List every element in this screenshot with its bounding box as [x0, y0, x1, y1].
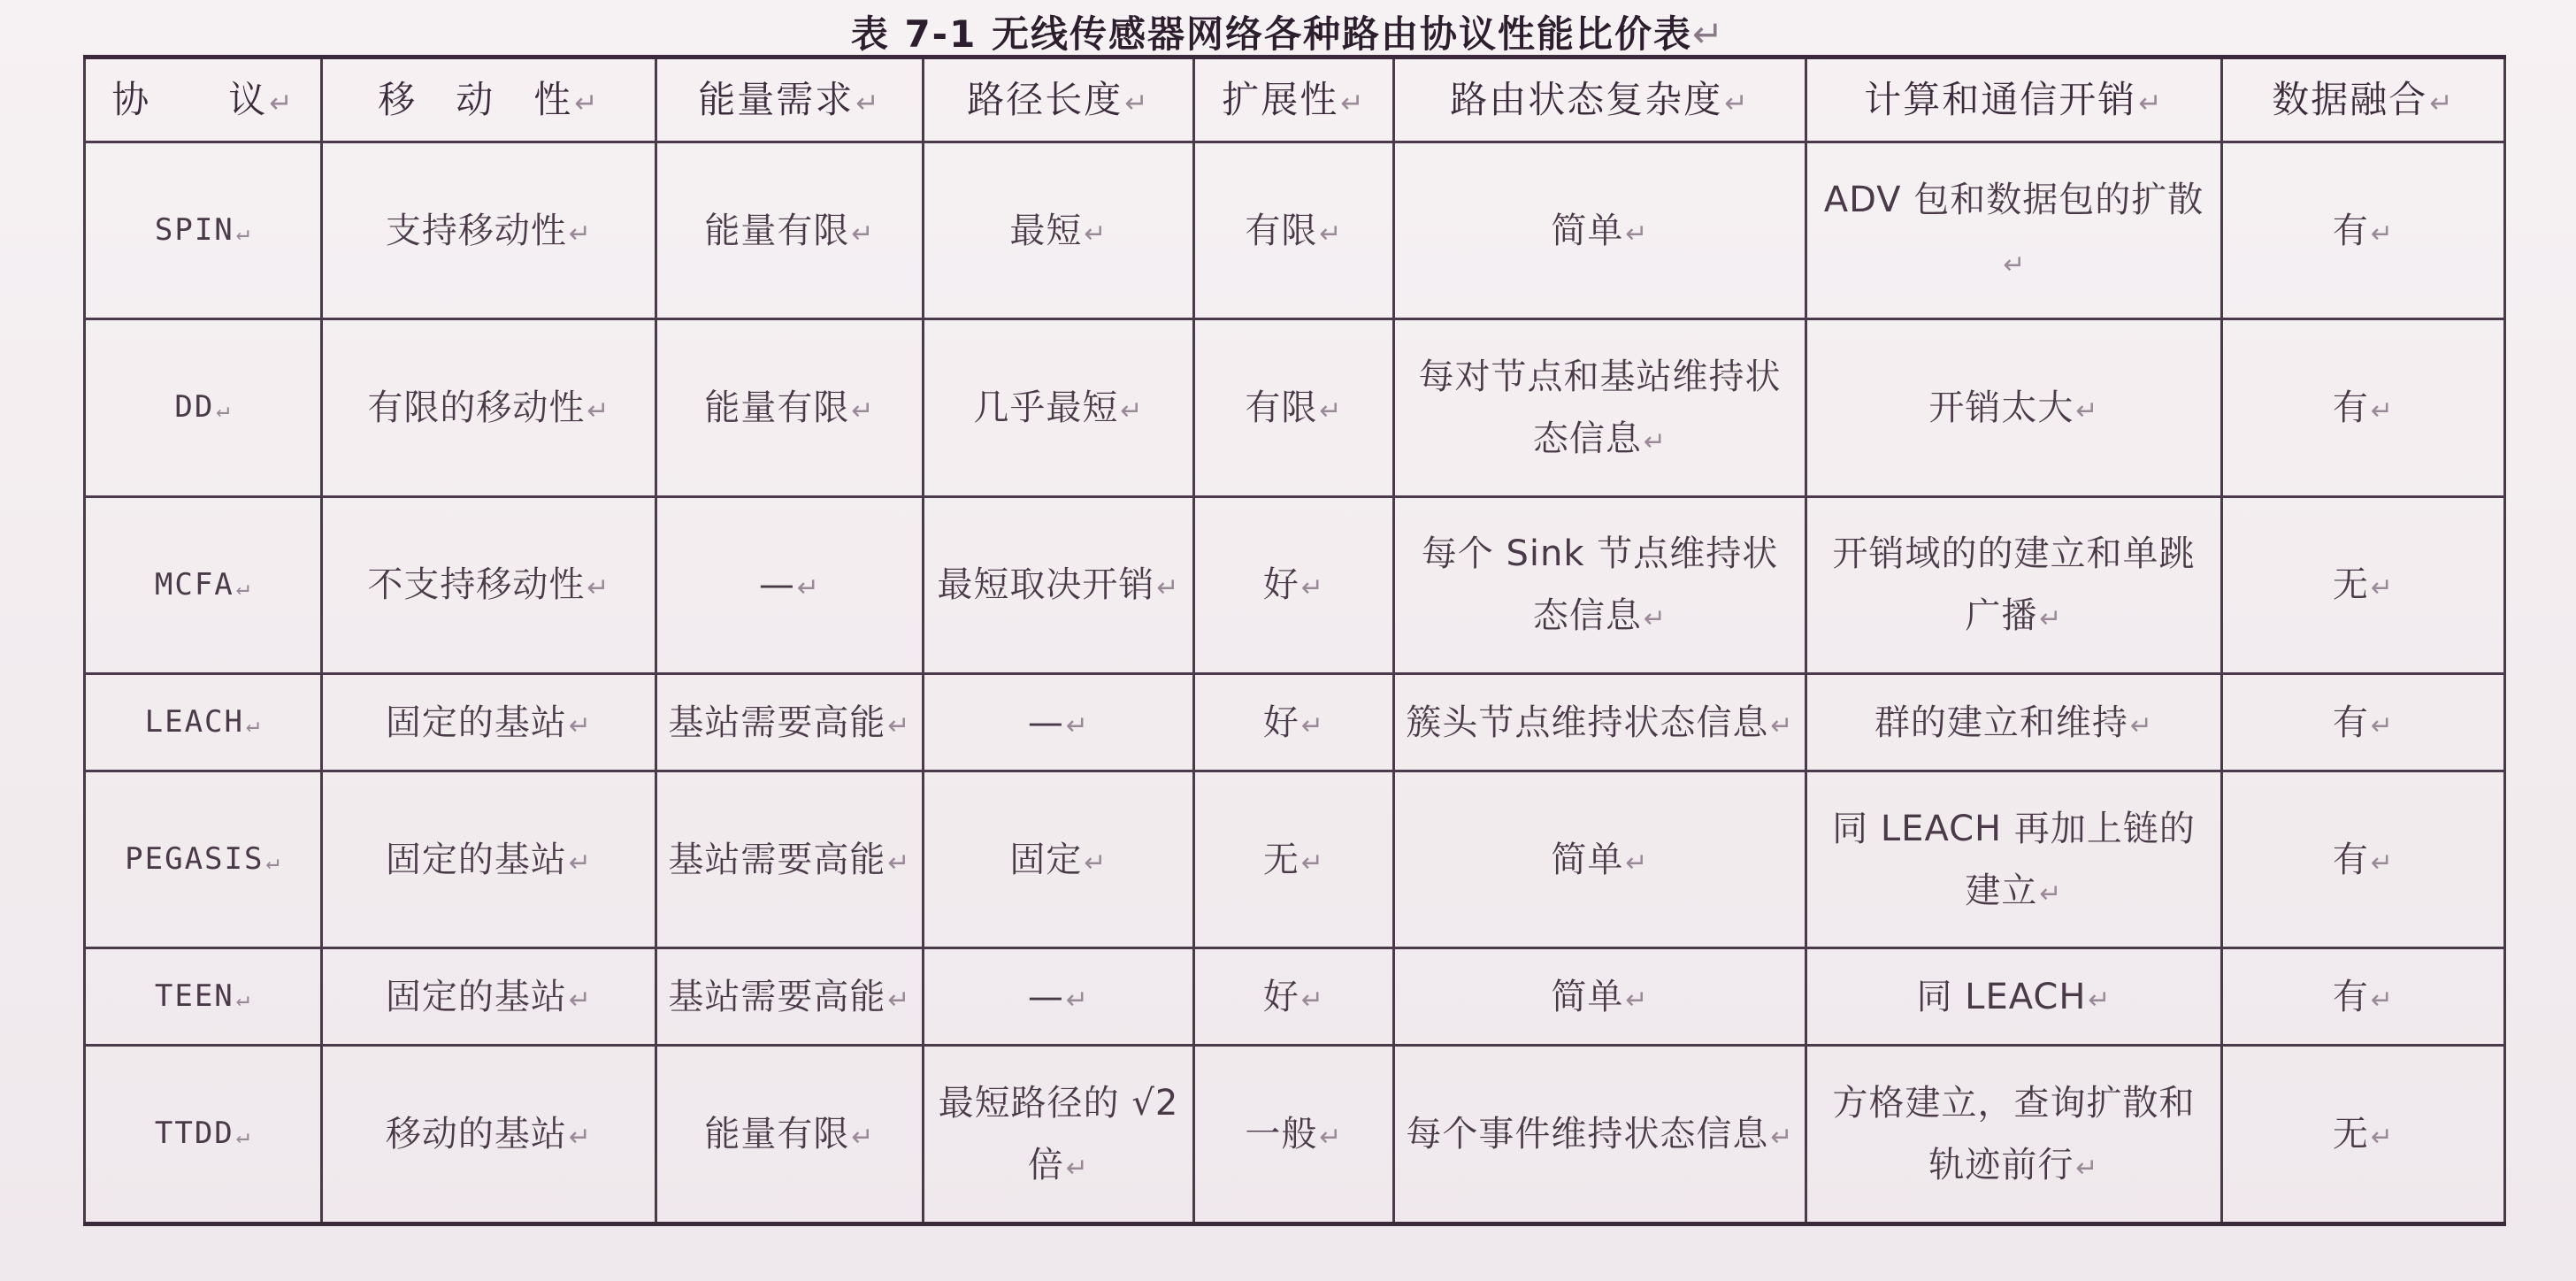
overhead-cell: 群的建立和维持↵ [1806, 674, 2222, 771]
table-row [85, 1046, 2505, 1224]
path-length-cell: 最短↵ [924, 142, 1194, 319]
header-state-complexity: 路由状态复杂度↵ [1394, 58, 1806, 142]
state-complexity-cell: 每对节点和基站维持状态信息↵ [1394, 319, 1806, 496]
table-row [85, 142, 2505, 319]
energy-cell: 基站需要高能↵ [656, 674, 924, 771]
header-energy: 能量需求↵ [656, 58, 924, 142]
header-data-fusion: 数据融合↵ [2222, 58, 2505, 142]
header-mobility: 移 动 性↵ [322, 58, 656, 142]
state-complexity-cell: 每个 Sink 节点维持状态信息↵ [1394, 496, 1806, 673]
mobility-cell: 不支持移动性↵ [322, 496, 656, 673]
mobility-cell: 固定的基站↵ [322, 674, 656, 771]
path-length-cell: —↵ [924, 948, 1194, 1046]
scalability-cell: 无↵ [1194, 771, 1394, 948]
table-row [85, 496, 2505, 673]
energy-cell: 能量有限↵ [656, 319, 924, 496]
protocol-comparison-table [83, 55, 2506, 1226]
state-complexity-cell: 簇头节点维持状态信息↵ [1394, 674, 1806, 771]
scalability-cell: 有限↵ [1194, 319, 1394, 496]
protocol-name-cell: TTDD↵ [85, 1046, 322, 1224]
energy-cell: 能量有限↵ [656, 1046, 924, 1224]
energy-cell: 基站需要高能↵ [656, 771, 924, 948]
path-length-cell: 几乎最短↵ [924, 319, 1194, 496]
table-row [85, 319, 2505, 496]
state-complexity-cell: 简单↵ [1394, 948, 1806, 1046]
data-fusion-cell: 有↵ [2222, 948, 2505, 1046]
state-complexity-cell: 每个事件维持状态信息↵ [1394, 1046, 1806, 1224]
header-protocol: 协 议↵ [85, 58, 322, 142]
protocol-name-cell: PEGASIS↵ [85, 771, 322, 948]
overhead-cell: 同 LEACH 再加上链的建立↵ [1806, 771, 2222, 948]
table-row [85, 771, 2505, 948]
data-fusion-cell: 无↵ [2222, 496, 2505, 673]
protocol-name-cell: LEACH↵ [85, 674, 322, 771]
path-length-cell: 最短取决开销↵ [924, 496, 1194, 673]
data-fusion-cell: 有↵ [2222, 142, 2505, 319]
path-length-cell: —↵ [924, 674, 1194, 771]
header-scalability: 扩展性↵ [1194, 58, 1394, 142]
data-fusion-cell: 无↵ [2222, 1046, 2505, 1224]
header-path-length: 路径长度↵ [924, 58, 1194, 142]
data-fusion-cell: 有↵ [2222, 674, 2505, 771]
protocol-name-cell: DD↵ [85, 319, 322, 496]
mobility-cell: 有限的移动性↵ [322, 319, 656, 496]
path-length-cell: 固定↵ [924, 771, 1194, 948]
protocol-name-cell: SPIN↵ [85, 142, 322, 319]
scalability-cell: 好↵ [1194, 674, 1394, 771]
protocol-name-cell: TEEN↵ [85, 948, 322, 1046]
scalability-cell: 有限↵ [1194, 142, 1394, 319]
energy-cell: 能量有限↵ [656, 142, 924, 319]
mobility-cell: 固定的基站↵ [322, 948, 656, 1046]
energy-cell: —↵ [656, 496, 924, 673]
scalability-cell: 一般↵ [1194, 1046, 1394, 1224]
table-title-text: 表 7-1 无线传感器网络各种路由协议性能比价表 [850, 12, 1692, 56]
energy-cell: 基站需要高能↵ [656, 948, 924, 1046]
state-complexity-cell: 简单↵ [1394, 771, 1806, 948]
table-title: 表 7-1 无线传感器网络各种路由协议性能比价表↵ [850, 12, 1726, 56]
state-complexity-cell: 简单↵ [1394, 142, 1806, 319]
table-header-row [85, 58, 2505, 142]
overhead-cell: 方格建立，查询扩散和轨迹前行↵ [1806, 1046, 2222, 1224]
mobility-cell: 固定的基站↵ [322, 771, 656, 948]
path-length-cell: 最短路径的 √2 倍↵ [924, 1046, 1194, 1224]
table-body [85, 142, 2505, 1224]
overhead-cell: 开销太大↵ [1806, 319, 2222, 496]
data-fusion-cell: 有↵ [2222, 319, 2505, 496]
overhead-cell: ADV 包和数据包的扩散↵ [1806, 142, 2222, 319]
scalability-cell: 好↵ [1194, 496, 1394, 673]
table-row [85, 948, 2505, 1046]
overhead-cell: 同 LEACH↵ [1806, 948, 2222, 1046]
scalability-cell: 好↵ [1194, 948, 1394, 1046]
protocol-name-cell: MCFA↵ [85, 496, 322, 673]
overhead-cell: 开销域的的建立和单跳广播↵ [1806, 496, 2222, 673]
table-row [85, 674, 2505, 771]
mobility-cell: 支持移动性↵ [322, 142, 656, 319]
header-overhead: 计算和通信开销↵ [1806, 58, 2222, 142]
mobility-cell: 移动的基站↵ [322, 1046, 656, 1224]
data-fusion-cell: 有↵ [2222, 771, 2505, 948]
